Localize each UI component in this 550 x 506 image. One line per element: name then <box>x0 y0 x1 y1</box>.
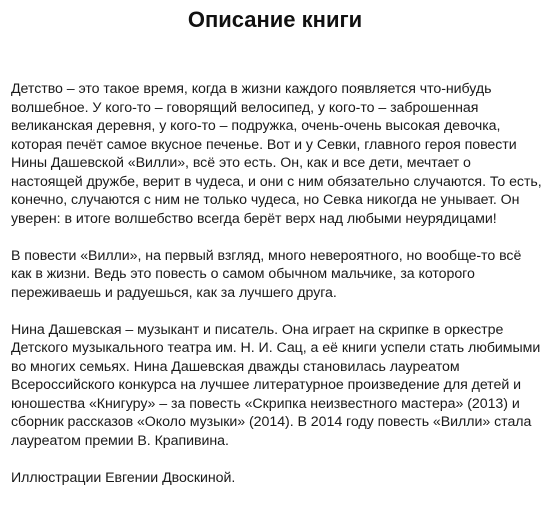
paragraph-author: Нина Дашевская – музыкант и писатель. Она играет на скрипке в оркестре Детского музыкального театра им. Н. И. Сац, а её книги успели стать любимыми во многих семьях. Нина Дашевская дважды становилась лауреатом Всероссийского конкурса на лучшее литературное произведение для детей и юношества «Книгуру» – за повесть «Скрипка неизвестного мастера» (2013) и сборник рассказов «Около музыки» (2014). В 2014 году повесть «Вилли» стала лауреатом премии В. Крапивина. <box>11 321 541 449</box>
paragraph-illustrations: Иллюстрации Евгении Двоскиной. <box>11 469 236 486</box>
paragraph-intro: Детство – это такое время, когда в жизни каждого появляется что-нибудь волшебное. У кого-то – говорящий велосипед, у кого-то – заброшенная великанская деревня, у кого-то – подружка, очень-очень высокая девочка, которая печёт самое вкусное печенье. Вот и у Севки, главного героя повести Нины Дашевской «Вилли», всё это есть. Он, как и все дети, мечтает о настоящей дружбе, верит в чудеса, и они с ним обязательно случаются. То есть, конечно, случаются с ним не только чудеса, но Севка никогда не унывает. Он уверен: в итоге волшебство всегда берёт верх над любыми неурядицами! <box>11 81 542 227</box>
paragraph-summary: В повести «Вилли», на первый взгляд, много невероятного, но вообще-то всё как в жизни. Ведь это повесть о самом обычном мальчике, за которого переживаешь и радуешься, как за лучшего друга. <box>11 247 522 301</box>
description-body <box>11 80 543 506</box>
page-title: Описание книги <box>187 7 363 32</box>
